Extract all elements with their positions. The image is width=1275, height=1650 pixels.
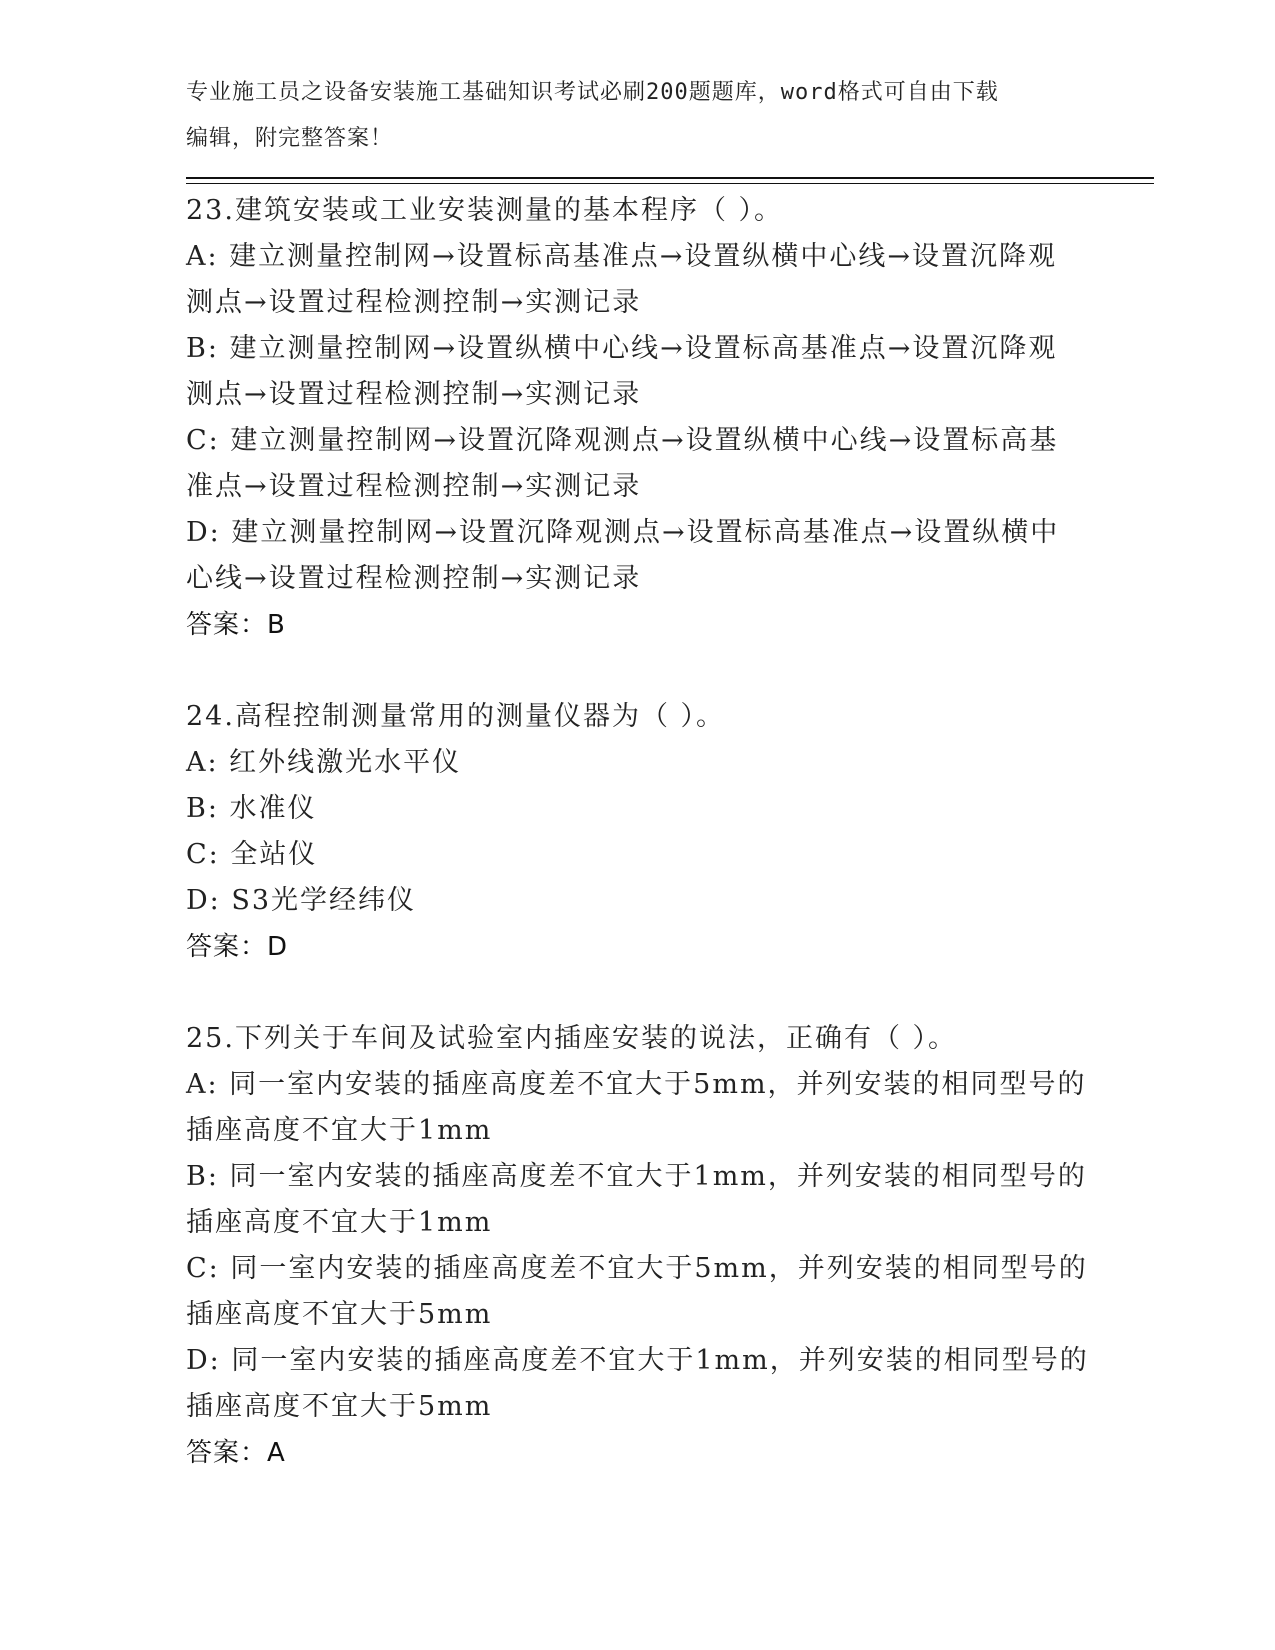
- option-line: 心线→设置过程检测控制→实测记录: [186, 563, 642, 594]
- option-line: C: 同一室内安装的插座高度差不宜大于5mm，并列安装的相同型号的: [186, 1253, 1088, 1284]
- document-header: [186, 70, 1066, 162]
- option-line: D: 建立测量控制网→设置沉降观测点→设置标高基准点→设置纵横中: [186, 517, 1060, 548]
- option-line: A: 红外线激光水平仪: [186, 747, 462, 778]
- question-block-23: [186, 188, 1086, 648]
- option-line: A: 建立测量控制网→设置标高基准点→设置纵横中心线→设置沉降观: [186, 241, 1058, 272]
- question-stem: 25.下列关于车间及试验室内插座安装的说法，正确有（ ）。: [186, 1023, 958, 1054]
- question-stem: 24.高程控制测量常用的测量仪器为（ ）。: [186, 701, 726, 732]
- answer-label: 答案：B: [186, 610, 286, 640]
- question-stem: 23.建筑安装或工业安装测量的基本程序（ ）。: [186, 195, 784, 226]
- option-line: D: 同一室内安装的插座高度差不宜大于1mm，并列安装的相同型号的: [186, 1345, 1089, 1376]
- option-line: B: 水准仪: [186, 793, 317, 824]
- option-line: C: 全站仪: [186, 839, 318, 870]
- option-line: 测点→设置过程检测控制→实测记录: [186, 379, 642, 410]
- option-line: 插座高度不宜大于1mm: [186, 1207, 493, 1238]
- question-spacer: [186, 970, 1086, 1016]
- option-line: D: S3光学经纬仪: [186, 885, 417, 916]
- option-line: 插座高度不宜大于5mm: [186, 1299, 493, 1330]
- header-line-1: 专业施工员之设备安装施工基础知识考试必刷200题题库，word格式可自由下载: [186, 80, 999, 105]
- question-spacer: [186, 648, 1086, 694]
- answer-label: 答案：A: [186, 1438, 286, 1468]
- option-line: C: 建立测量控制网→设置沉降观测点→设置纵横中心线→设置标高基: [186, 425, 1059, 456]
- answer-label: 答案：D: [186, 932, 289, 962]
- option-line: 测点→设置过程检测控制→实测记录: [186, 287, 642, 318]
- option-line: 插座高度不宜大于1mm: [186, 1115, 493, 1146]
- option-line: B: 建立测量控制网→设置纵横中心线→设置标高基准点→设置沉降观: [186, 333, 1058, 364]
- question-block-24: [186, 694, 1086, 970]
- header-divider-thin: [186, 183, 1154, 184]
- question-block-25: [186, 1016, 1089, 1476]
- option-line: A: 同一室内安装的插座高度差不宜大于5mm，并列安装的相同型号的: [186, 1069, 1087, 1100]
- header-divider-thick: [186, 177, 1154, 179]
- header-line-2: 编辑，附完整答案！: [186, 126, 394, 151]
- option-line: B: 同一室内安装的插座高度差不宜大于1mm，并列安装的相同型号的: [186, 1161, 1087, 1192]
- option-line: 准点→设置过程检测控制→实测记录: [186, 471, 642, 502]
- option-line: 插座高度不宜大于5mm: [186, 1391, 493, 1422]
- question-list: [186, 188, 1089, 1476]
